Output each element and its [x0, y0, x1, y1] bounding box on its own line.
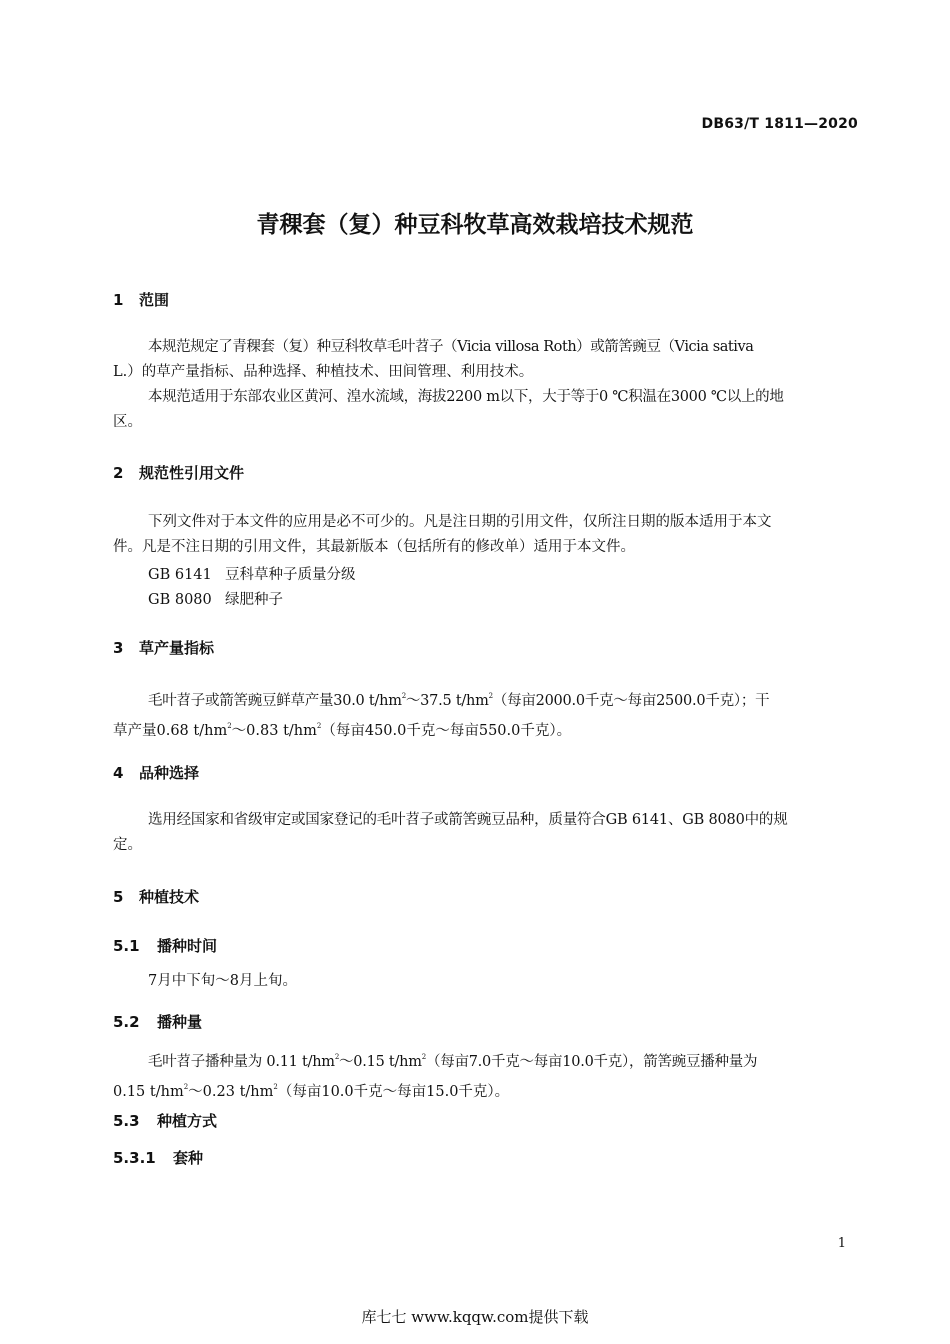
section-2-heading	[113, 462, 244, 483]
document-code: DB63/T 1811—2020	[701, 116, 858, 132]
text-line: 下列文件对于本文件的应用是必不可少的。凡是注日期的引用文件，仅所注日期的版本适用于本文	[148, 514, 772, 530]
section-number: 1	[113, 291, 124, 309]
section-1-paragraph-1	[113, 335, 860, 385]
text-line: 毛叶苕子播种量为 0.11 $t/hm^2\sim 0.15$ $t/hm^2$（每亩7.0千克～每亩10.0千克），箭筈豌豆播种量为	[148, 1053, 758, 1070]
document-title: 青稞套（复）种豆科牧草高效栽培技术规范	[256, 212, 694, 238]
section-title: 套种	[173, 1149, 204, 1167]
section-title: 播种量	[157, 1013, 203, 1031]
section-1-heading	[113, 289, 169, 310]
section-number: 5.1	[113, 937, 140, 955]
section-title: 草产量指标	[139, 639, 215, 657]
text-line: L.）的草产量指标、品种选择、种植技术、田间管理、利用技术。	[113, 364, 534, 380]
text-line: 选用经国家和省级审定或国家登记的毛叶苕子或箭筈豌豆品种，质量符合GB 6141、GB 8080中的规	[148, 812, 788, 828]
section-2-paragraph-1	[113, 510, 860, 560]
section-5-3-heading	[113, 1110, 217, 1131]
section-number: 3	[113, 639, 124, 657]
section-5-1-heading	[113, 935, 217, 956]
text-line: 毛叶苕子或箭筈豌豆鲜草产量30.0 $t/hm^2\sim 37.5$ $t/hm^2$（每亩2000.0千克～每亩2500.0千克）；干	[148, 692, 770, 709]
text-line: 件。凡是不注日期的引用文件，其最新版本（包括所有的修改单）适用于本文件。	[113, 539, 635, 555]
section-5-2-heading	[113, 1011, 202, 1032]
text-line: 本规范规定了青稞套（复）种豆科牧草毛叶苕子（Vicia villosa Roth）或箭筈豌豆（Vicia sativa	[148, 339, 754, 355]
section-title: 播种时间	[157, 937, 218, 955]
text-line: 区。	[113, 414, 142, 430]
reference-code: GB 8080	[148, 592, 212, 608]
section-number: 2	[113, 464, 124, 482]
section-title: 规范性引用文件	[139, 464, 245, 482]
section-number: 5.2	[113, 1013, 140, 1031]
reference-name: 豆科草种子质量分级	[225, 567, 356, 583]
section-number: 5	[113, 888, 124, 906]
text-line: 7月中下旬～8月上旬。	[148, 973, 297, 989]
reference-item	[148, 563, 356, 584]
section-3-heading	[113, 637, 214, 658]
text-line: 0.15 $t/hm^2\sim 0.23$ $t/hm^2$（每亩10.0千克～每亩15.0千克）。	[113, 1083, 510, 1100]
reference-code: GB 6141	[148, 567, 212, 583]
section-4-heading	[113, 762, 199, 783]
section-title: 种植技术	[139, 888, 200, 906]
section-number: 4	[113, 764, 124, 782]
text-line: 草产量0.68 $t/hm^2\sim 0.83$ $t/hm^2$（每亩450.0千克～每亩550.0千克）。	[113, 722, 572, 739]
text-line: 定。	[113, 837, 142, 853]
reference-item	[148, 588, 283, 609]
section-number: 5.3	[113, 1112, 140, 1130]
section-5-heading	[113, 886, 199, 907]
section-5-2-paragraph	[113, 1045, 860, 1105]
section-title: 范围	[139, 291, 170, 309]
page-number: 1	[837, 1236, 846, 1251]
section-5-1-paragraph	[113, 969, 860, 994]
section-3-paragraph	[113, 684, 860, 744]
reference-name: 绿肥种子	[225, 592, 283, 608]
section-4-paragraph	[113, 808, 860, 858]
download-footer: 库七七 www.kqqw.com提供下载	[361, 1308, 589, 1326]
text-line: 本规范适用于东部农业区黄河、湟水流域，海拔2200 m以下，大于等于0 ℃积温在3000 ℃以上的地	[148, 389, 784, 405]
section-5-3-1-heading	[113, 1147, 203, 1168]
section-title: 品种选择	[139, 764, 200, 782]
section-number: 5.3.1	[113, 1149, 156, 1167]
section-1-paragraph-2	[113, 385, 860, 435]
section-title: 种植方式	[157, 1112, 218, 1130]
